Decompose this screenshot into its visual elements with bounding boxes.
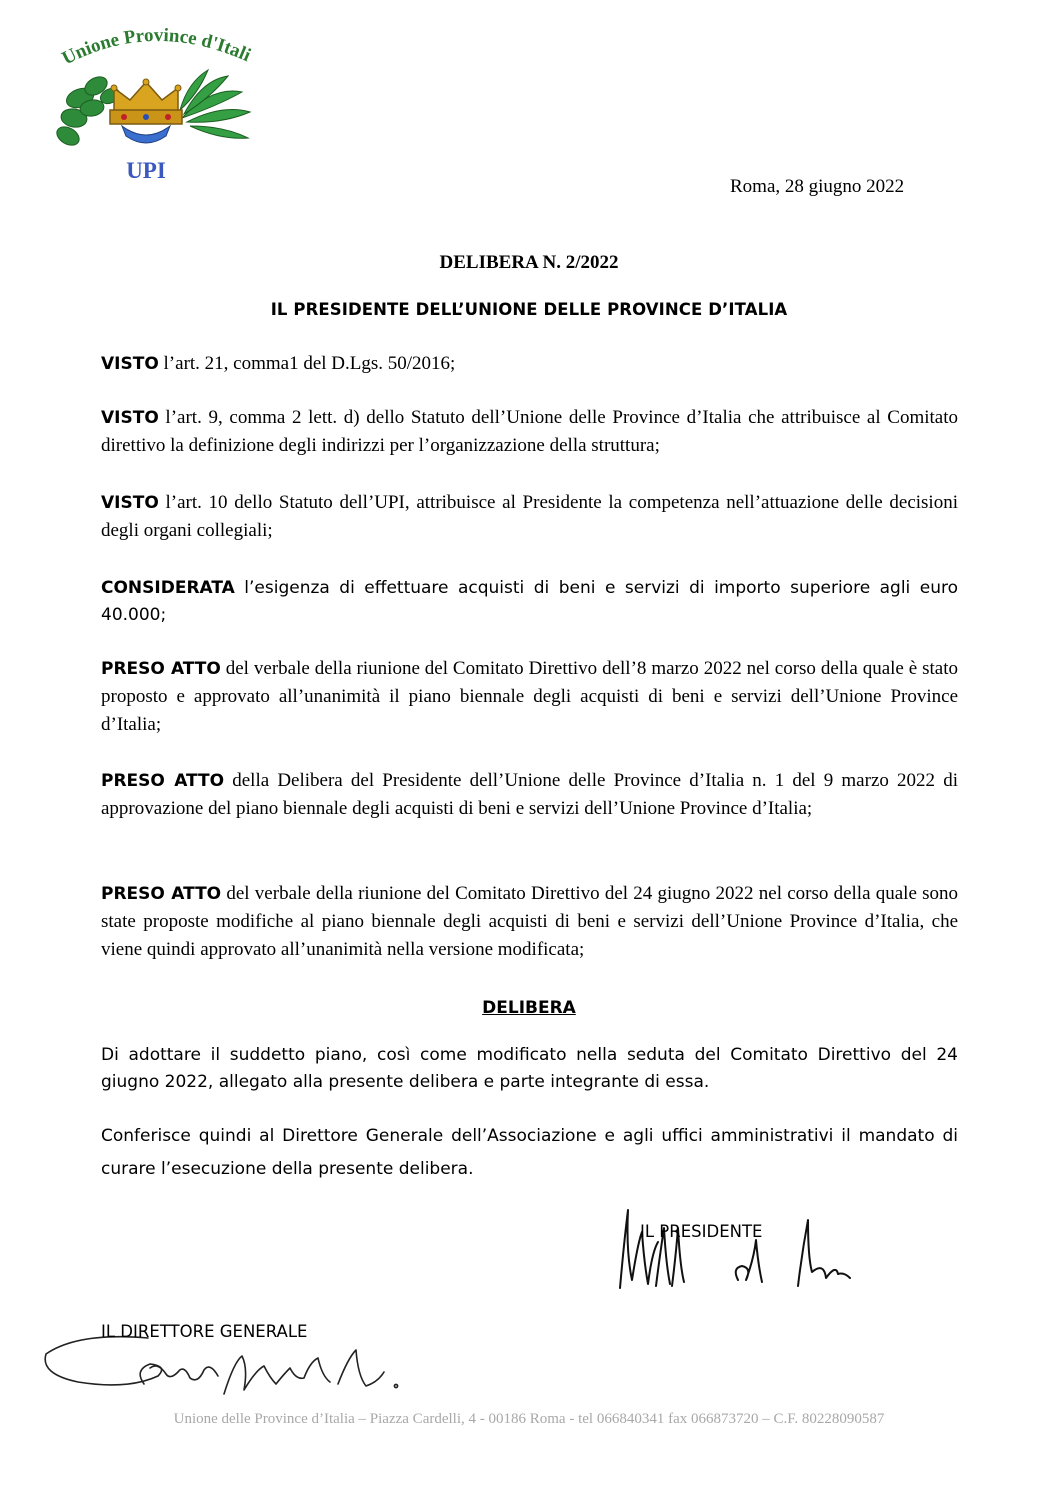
resolution-paragraph-2: Conferisce quindi al Direttore Generale dell’Associazione e agli uffici amministrativi il mandato di curare l’esecuzione della presente delibera.	[101, 1126, 958, 1179]
resolution-paragraph-1: Di adottare il suddetto piano, così come modificato nella seduta del Comitato Direttivo del 24 giugno 2022, allegato alla presente delibera e parte integrante di essa.	[101, 1045, 958, 1092]
premise-7	[101, 880, 958, 964]
upi-emblem-icon	[52, 26, 262, 196]
president-signature	[612, 1202, 862, 1292]
resolution-number: DELIBERA N. 2/2022	[439, 252, 619, 273]
premise-text: del verbale della riunione del Comitato Direttivo del 24 giugno 2022 nel corso della quale sono state proposte modifiche al piano biennale degli acquisti di beni e servizi dell’Unione Province d’Italia, che viene quindi approvato all’unanimità nella versione modificata;	[101, 883, 958, 960]
premise-keyword: VISTO	[101, 354, 159, 374]
premise-keyword: VISTO	[101, 493, 159, 513]
resolution-heading: DELIBERA	[482, 998, 576, 1018]
premise-text: del verbale della riunione del Comitato Direttivo dell’8 marzo 2022 nel corso della quale è stato proposto e approvato all’unanimità il piano biennale degli acquisti di beni e servizi dell’Unione Province d’Italia;	[101, 658, 958, 735]
document-date: Roma, 28 giugno 2022	[730, 176, 905, 197]
premise-text: l’art. 10 dello Statuto dell’UPI, attribuisce al Presidente la competenza nell’attuazione delle decisioni degli organi collegiali;	[101, 492, 958, 541]
upi-logo	[52, 26, 262, 196]
premise-4	[101, 575, 958, 629]
premise-1	[101, 350, 958, 378]
issuer-title: IL PRESIDENTE DELL’UNIONE DELLE PROVINCE D’ITALIA	[270, 300, 788, 319]
premise-text: l’art. 21, comma1 del D.Lgs. 50/2016;	[158, 353, 456, 374]
logo-acronym: UPI	[126, 158, 166, 183]
premise-keyword: PRESO ATTO	[101, 771, 225, 791]
premise-6	[101, 767, 958, 823]
premise-keyword: PRESO ATTO	[101, 659, 221, 679]
premise-text: della Delibera del Presidente dell’Unione delle Province d’Italia n. 1 del 9 marzo 2022 di approvazione del piano biennale degli acquisti di beni e servizi dell’Unione Province d’Italia;	[101, 770, 958, 819]
premise-5	[101, 655, 958, 739]
president-label: IL PRESIDENTE	[640, 1222, 763, 1241]
premise-text: l’esigenza di effettuare acquisti di beni e servizi di importo superiore agli euro 40.000;	[101, 578, 958, 625]
director-label: IL DIRETTORE GENERALE	[101, 1322, 308, 1341]
premise-keyword: VISTO	[101, 408, 159, 428]
premise-text: l’art. 9, comma 2 lett. d) dello Statuto dell’Unione delle Province d’Italia che attribuisce al Comitato direttivo la definizione degli indirizzi per l’organizzazione della struttura;	[101, 407, 958, 456]
footer-address: Unione delle Province d’Italia – Piazza Cardelli, 4 - 00186 Roma - tel 066840341 fax 066873720 – C.F. 80228090587	[173, 1411, 885, 1427]
premise-keyword: CONSIDERATA	[101, 578, 235, 598]
logo-arc-text: Unione Province d'Itali	[58, 26, 254, 70]
premise-2	[101, 404, 958, 460]
premise-keyword: PRESO ATTO	[101, 884, 222, 904]
premise-3	[101, 489, 958, 545]
